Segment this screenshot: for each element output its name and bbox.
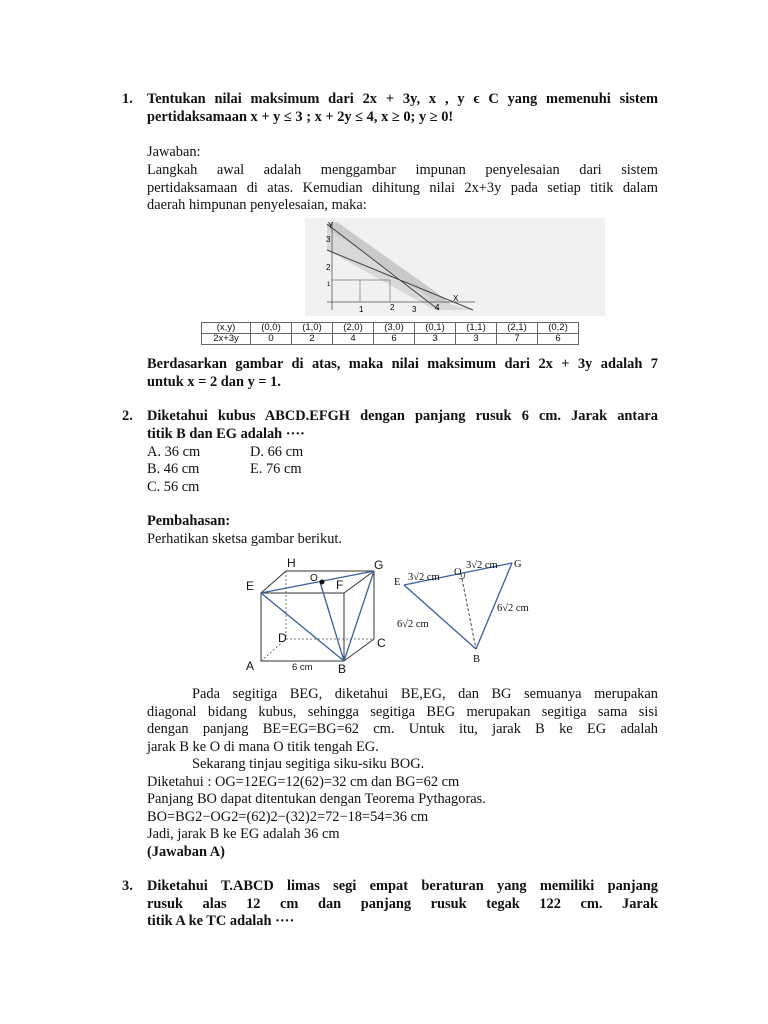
x-axis-label: X xyxy=(453,294,459,303)
body-line: Diketahui : OG=12EG=12(62)=32 cm dan BG=62 cm xyxy=(147,773,460,790)
vertex-label: O xyxy=(454,567,462,578)
solution-table xyxy=(201,322,579,345)
table-cell: 6 xyxy=(538,334,579,345)
answer-label: Jawaban: xyxy=(147,144,201,160)
table-header-row xyxy=(202,323,579,334)
conclusion-line: untuk x = 2 dan y = 1. xyxy=(147,373,281,390)
table-cell: (0,0) xyxy=(251,323,292,334)
cube-figure xyxy=(240,555,390,675)
answer-line: pertidaksamaan di atas. Kemudian dihitung nilai 2x+3y pada setiap titik dalam xyxy=(147,179,658,196)
body-line: Pada segitiga BEG, diketahui BE,EG, dan BG semuanya merupakan xyxy=(192,686,658,702)
vertex-label: E xyxy=(394,577,401,588)
option-b: B. 46 cm xyxy=(147,461,200,477)
x-tick-label: 4 xyxy=(435,303,440,312)
midpoint-o-dot xyxy=(320,580,325,585)
option-d: D. 66 cm xyxy=(250,444,304,460)
table-cell: (x,y) xyxy=(202,323,251,334)
y-axis-label: Y xyxy=(328,221,334,230)
conclusion xyxy=(147,356,658,391)
question-line: titik B dan EG adalah ···· xyxy=(147,425,305,442)
table-cell: (3,0) xyxy=(374,323,415,334)
vertex-label: H xyxy=(287,556,296,570)
y-tick-label: 1 xyxy=(327,282,331,288)
table-cell: (0,2) xyxy=(538,323,579,334)
option-c: C. 56 cm xyxy=(147,479,200,495)
segment-label: 3√2 cm xyxy=(408,572,440,583)
discussion-body xyxy=(147,686,658,861)
x-tick-label: 1 xyxy=(359,305,364,314)
discussion-label: Pembahasan: xyxy=(147,513,231,529)
triangle-beg-figure xyxy=(392,553,552,668)
table-cell: 7 xyxy=(497,334,538,345)
vertex-label: A xyxy=(246,659,255,673)
discussion-intro: Perhatikan sketsa gambar berikut. xyxy=(147,531,343,547)
question-line: titik A ke TC adalah ···· xyxy=(147,913,295,929)
table-cell: 0 xyxy=(251,334,292,345)
answer-line: daerah himpunan penyelesaian, maka: xyxy=(147,197,367,213)
table-cell: (1,0) xyxy=(292,323,333,334)
vertex-label: G xyxy=(514,559,522,570)
question-number: 3. xyxy=(122,878,133,894)
body-line: BO=BG2−OG2=(62)2−(32)2=72−18=54=36 cm xyxy=(147,808,429,825)
body-line: dengan panjang BE=EG=BG=62 cm. Untuk itu, jarak B ke EG adalah xyxy=(147,721,658,737)
question-number: 2. xyxy=(122,408,133,424)
feasible-region-graph xyxy=(305,218,605,316)
question-text xyxy=(147,91,658,126)
answer-key: (Jawaban A) xyxy=(147,843,225,860)
question-line: Diketahui T.ABCD limas segi empat beraturan yang memiliki panjang xyxy=(147,878,658,894)
table-cell: (2,0) xyxy=(333,323,374,334)
vertex-label: C xyxy=(377,636,386,650)
x-tick-label: 3 xyxy=(412,305,417,314)
question-line: pertidaksamaan x + y ≤ 3 ; x + 2y ≤ 4, x ≥ 0; y ≥ 0! xyxy=(147,108,454,125)
table-cell: 4 xyxy=(333,334,374,345)
body-line: Jadi, jarak B ke EG adalah 36 cm xyxy=(147,826,340,842)
y-tick-label: 2 xyxy=(326,263,331,272)
option-a: A. 36 cm xyxy=(147,444,201,460)
edge-length-label: 6 cm xyxy=(292,662,313,673)
table-cell: (2,1) xyxy=(497,323,538,334)
question-text xyxy=(147,878,658,931)
vertex-label: B xyxy=(338,662,347,675)
vertex-label: F xyxy=(336,578,344,592)
side-label: 6√2 cm xyxy=(397,619,429,630)
table-cell: 6 xyxy=(374,334,415,345)
table-cell: 3 xyxy=(456,334,497,345)
segment-label: 3√2 cm xyxy=(466,560,498,571)
body-line: Sekarang tinjau segitiga siku-siku BOG. xyxy=(192,756,425,772)
vertex-label: G xyxy=(374,558,384,572)
question-line: rusuk alas 12 cm dan panjang rusuk tegak 122 cm. Jarak xyxy=(147,895,658,912)
conclusion-line: Berdasarkan gambar di atas, maka nilai maksimum dari 2x + 3y adalah 7 xyxy=(147,356,658,372)
answer-paragraph xyxy=(147,162,658,215)
question-number: 1. xyxy=(122,91,133,107)
y-tick-label: 3 xyxy=(326,235,331,244)
table-cell: (1,1) xyxy=(456,323,497,334)
question-text xyxy=(147,408,658,443)
vertex-label: E xyxy=(246,579,255,593)
vertex-label: B xyxy=(473,654,481,665)
table-cell: 3 xyxy=(415,334,456,345)
question-line: Diketahui kubus ABCD.EFGH dengan panjang rusuk 6 cm. Jarak antara xyxy=(147,408,658,424)
table-cell: (0,1) xyxy=(415,323,456,334)
body-line: jarak B ke O di mana O titik tengah EG. xyxy=(147,738,379,755)
answer-line: Langkah awal adalah menggambar impunan penyelesaian dari sistem xyxy=(147,162,658,178)
vertex-label: O xyxy=(310,573,318,584)
side-label: 6√2 cm xyxy=(497,603,529,614)
table-row xyxy=(202,334,579,345)
x-tick-label: 2 xyxy=(390,303,395,312)
question-line: Tentukan nilai maksimum dari 2x + 3y, x , y ϵ C yang memenuhi sistem xyxy=(147,91,658,107)
body-line: diagonal bidang kubus, sehingga segitiga BEG merupakan segitiga sama sisi xyxy=(147,703,658,720)
body-line: Panjang BO dapat ditentukan dengan Teorema Pythagoras. xyxy=(147,791,486,807)
table-cell: 2x+3y xyxy=(202,334,251,345)
option-e: E. 76 cm xyxy=(250,461,302,477)
vertex-label: D xyxy=(278,631,287,645)
table-cell: 2 xyxy=(292,334,333,345)
